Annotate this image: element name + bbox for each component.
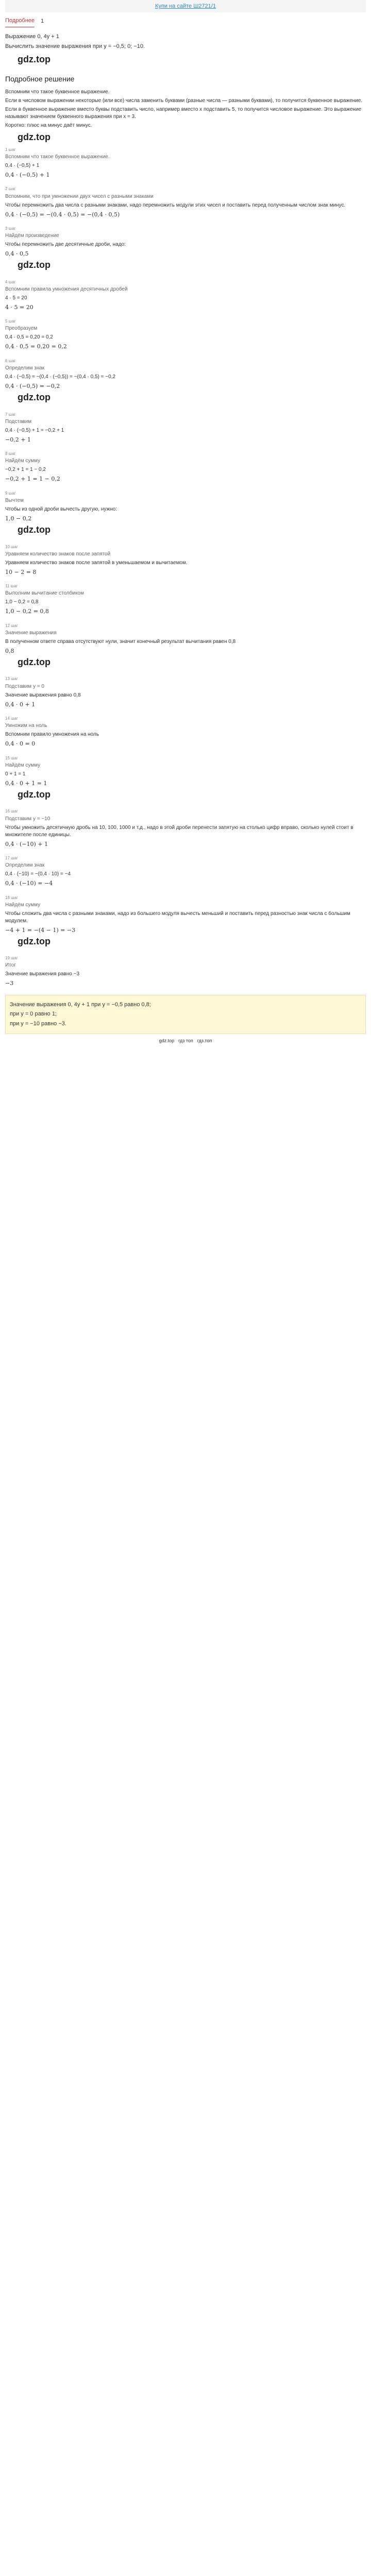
step-text: 0,4 · 0,5 = 0,20 = 0,2 (5, 334, 53, 341)
watermark: gdz.top (18, 936, 50, 947)
step-5 (5, 318, 366, 351)
step-6 (5, 358, 366, 404)
step-math: 0,4 · 0 = 0 (5, 740, 36, 748)
step-label: 6 шаг (5, 358, 16, 363)
step-sub: Вспомним правила умножения десятичных дробей (5, 286, 128, 292)
step-text: Чтобы из одной дроби вычесть другую, нужно: (5, 506, 117, 512)
step-text: В полученном ответе справа отсутствуют нули, значит конечный результат вычитания равен 0,8 (5, 638, 236, 645)
step-math: −0,2 + 1 (5, 436, 31, 443)
footer-item-3: гдз.топ (197, 1038, 212, 1043)
step-text: 1,0 − 0,2 = 0,8 (5, 599, 39, 605)
step-sub: Найдём сумму (5, 902, 41, 908)
tab-1[interactable]: 1 (41, 18, 44, 24)
step-math: 1,0 − 0,2 = 0,8 (5, 608, 49, 615)
step-sub: Подставим y = 0 (5, 683, 44, 689)
step-math: 0,4 · (−0,5) = −0,2 (5, 383, 60, 390)
step-math: 0,4 · (−0,5) = −(0,4 · 0,5) = −(0,4 · 0,5) (5, 211, 120, 218)
final-line-1: Значение выражения 0, 4y + 1 при y = −0,5 равно 0,8; (10, 1001, 151, 1008)
footer-item-1: gdz.top (159, 1038, 175, 1043)
step-text: Чтобы сложить два числа с разными знаками, надо из большего модуля вычесть меньший и поставить перед разностью знак числа с большим модулем. (5, 910, 350, 924)
step-label: 7 шаг (5, 412, 16, 417)
step-16 (5, 808, 366, 848)
step-math: 0,4 · 0 + 1 = 1 (5, 779, 47, 787)
step-sub: Подставим (5, 418, 32, 425)
step-10 (5, 544, 366, 577)
top-banner-link[interactable]: Купи на сайте Ш2721/1 (155, 3, 216, 9)
watermark: gdz.top (18, 657, 50, 668)
step-math: 0,4 · (−10) + 1 (5, 840, 48, 848)
step-8 (5, 451, 366, 483)
step-label: 18 шаг (5, 895, 18, 900)
step-text: Значение выражения равно 0,8 (5, 692, 81, 698)
steps (5, 147, 366, 988)
step-text: 0 + 1 = 1 (5, 771, 26, 777)
step-math: −0,2 + 1 = 1 − 0,2 (5, 476, 60, 483)
step-text: 4 · 5 = 20 (5, 295, 27, 301)
step-label: 14 шаг (5, 716, 18, 721)
definition-2: Если в числовом выражении некоторые (или все) числа заменить буквами (разные числа — разными буквами), то получится буквенное выражение. (5, 97, 363, 104)
definition-1: Вспомним что такое буквенное выражение. (5, 89, 110, 95)
step-13 (5, 676, 366, 708)
step-label: 15 шаг (5, 755, 18, 760)
step-1 (5, 147, 366, 179)
step-12 (5, 623, 366, 669)
step-text: −0,2 + 1 = 1 − 0,2 (5, 467, 46, 473)
step-19 (5, 955, 366, 988)
step-sub: Уравняем количество знаков после запятой (5, 551, 111, 557)
watermark: gdz.top (18, 524, 50, 535)
step-math: 0,4 · (−0,5) + 1 (5, 171, 50, 178)
step-text: 0,4 · (−0,5) = −(0,4 · (−0,5)) = −(0,4 · 0,5) = −0,2 (5, 374, 115, 380)
step-sub: Найдём сумму (5, 762, 41, 768)
tabs (5, 16, 366, 28)
step-sub: Найдём произведение (5, 233, 59, 239)
step-sub: Вычтем (5, 497, 24, 503)
step-text: 0,4 · (−0,5) + 1 = −0,2 + 1 (5, 427, 64, 433)
watermark: gdz.top (18, 789, 50, 800)
step-label: 16 шаг (5, 809, 18, 814)
definition-3: Если в буквенное выражение вместо буквы подставить число, например вместо x подставить 5, то получится числовое выражение. Это выражение называют значением буквенного выражения при x = 3. (5, 106, 362, 120)
step-text: Чтобы умножить десятичную дробь на 10, 100, 1000 и т.д., надо в этой дроби перенести запятую на столько цифр вправо, сколько нулей стоит в множителе после единицы. (5, 824, 353, 838)
step-sub: Вспомним, что при умножении двух чисел с разными знаками (5, 193, 154, 199)
step-math: 10 − 2 = 8 (5, 568, 37, 575)
step-text: Значение выражения равно −3 (5, 971, 79, 977)
step-label: 17 шаг (5, 855, 18, 860)
step-label: 5 шаг (5, 319, 16, 324)
step-sub: Значение выражения (5, 630, 57, 636)
step-label: 13 шаг (5, 676, 18, 682)
step-sub: Выполним вычитание столбиком (5, 590, 84, 597)
step-sub: Подставим y = −10 (5, 816, 50, 822)
definition-4: Коротко: плюс на минус даёт минус. (5, 122, 92, 128)
step-math: 0,4 · 0 + 1 (5, 701, 36, 708)
page-root (0, 0, 371, 1047)
step-label: 11 шаг (5, 584, 18, 589)
step-sub: Вспомним что такое буквенное выражение. (5, 154, 110, 160)
step-text: Вспомним правило умножения на ноль (5, 732, 99, 738)
step-17 (5, 855, 366, 888)
watermark: gdz.top (18, 260, 50, 270)
step-label: 2 шаг (5, 187, 16, 192)
step-label: 1 шаг (5, 147, 16, 152)
step-sub: Преобразуем (5, 326, 38, 332)
step-3 (5, 226, 366, 272)
footer-item-2: гдз топ (178, 1038, 193, 1043)
step-text: Чтобы перемножить два числа с разными знаками, надо перемножить модули этих чисел и поставить перед полученным числом знак минус. (5, 202, 346, 208)
watermark: gdz.top (18, 392, 50, 403)
step-sub: Найдём сумму (5, 458, 41, 464)
final-line-2: при y = 0 равно 1; (10, 1011, 57, 1018)
step-label: 12 шаг (5, 623, 18, 628)
step-sub: Определим знак (5, 365, 45, 371)
step-math: −4 + 1 = −(4 − 1) = −3 (5, 926, 76, 934)
step-math: 0,4 · 0,5 = 0,20 = 0,2 (5, 343, 67, 350)
step-sub: Итог (5, 962, 16, 969)
step-label: 8 шаг (5, 451, 16, 456)
watermark: gdz.top (18, 131, 50, 142)
step-text: 0,4 · (−0,5) + 1 (5, 162, 40, 168)
step-math: −3 (5, 980, 14, 987)
step-label: 9 шаг (5, 490, 16, 496)
step-text: Чтобы перемножить две десятичные дроби, надо: (5, 242, 126, 248)
task-block (5, 33, 366, 51)
detailed-solution-title: Подробное решение (5, 74, 75, 83)
step-text: 0,4 · (−10) = −(0,4 · 10) = −4 (5, 871, 71, 877)
step-math: 4 · 5 = 20 (5, 303, 33, 311)
step-14 (5, 716, 366, 748)
step-sub: Определим знак (5, 862, 45, 869)
top-banner (5, 0, 366, 12)
step-sub: Умножим на ноль (5, 723, 47, 729)
step-18 (5, 895, 366, 948)
footer (5, 1034, 366, 1047)
step-2 (5, 186, 366, 218)
step-label: 3 шаг (5, 226, 16, 231)
final-answer-box (5, 995, 366, 1034)
task-expression: Выражение 0, 4y + 1 (5, 33, 59, 40)
step-math: 0,8 (5, 647, 14, 654)
step-15 (5, 755, 366, 802)
step-label: 19 шаг (5, 956, 18, 961)
step-label: 10 шаг (5, 544, 18, 549)
step-math: 0,4 · (−10) = −4 (5, 880, 53, 887)
step-math: 0,4 · 0,5 (5, 250, 29, 258)
step-4 (5, 279, 366, 312)
step-math: 1,0 − 0,2 (5, 515, 32, 522)
step-label: 4 шаг (5, 279, 16, 284)
task-instruction: Вычислить значение выражения при y = −0,5; 0; −10. (5, 43, 145, 50)
step-7 (5, 412, 366, 444)
final-line-3: при y = −10 равно −3. (10, 1020, 66, 1027)
step-text: Уравняем количество знаков после запятой в уменьшаемом и вычитаемом. (5, 560, 188, 566)
step-11 (5, 583, 366, 616)
step-9 (5, 490, 366, 537)
tab-details[interactable]: Подробнее (5, 17, 35, 27)
watermark: gdz.top (18, 54, 50, 64)
